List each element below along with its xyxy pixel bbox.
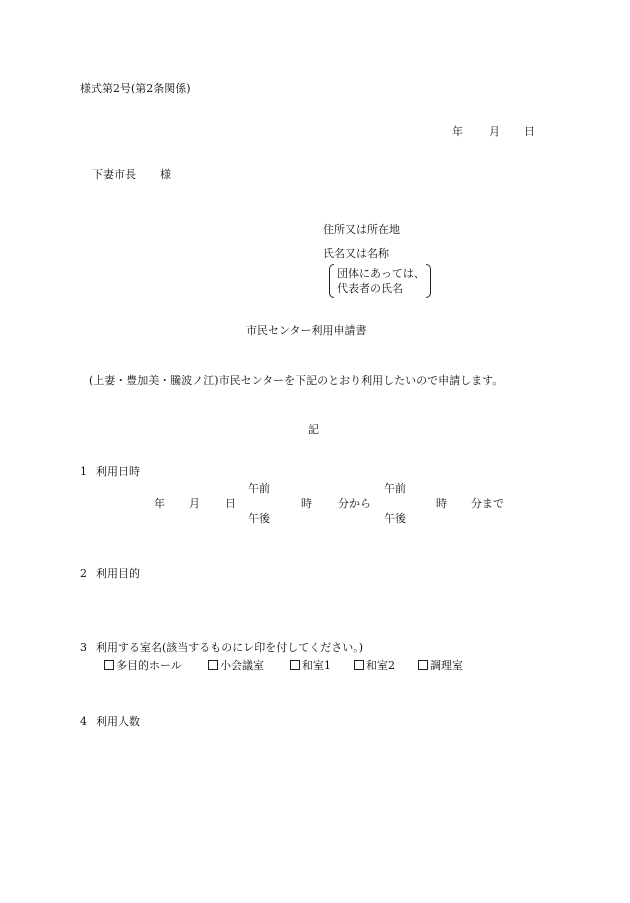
name-label: 氏名又は名称 [323,247,389,260]
pm-label-end: 午後 [384,512,406,525]
room-option-washitsu-2[interactable] [354,660,395,671]
room-option-small-meeting[interactable] [208,660,264,671]
document-title: 市民センター利用申請書 [246,324,367,337]
section2-number: 2 [80,567,87,580]
checkbox-icon[interactable] [354,660,364,670]
representative-line1: 団体にあっては、 [337,267,425,280]
am-label-end: 午前 [384,482,406,495]
address-label: 住所又は所在地 [323,223,400,236]
mayor-label: 下妻市長 [92,168,136,181]
ki-label: 記 [308,423,319,436]
representative-bracket [329,264,431,298]
room-option-washitsu-1[interactable] [290,660,331,671]
pm-label-start: 午後 [248,512,270,525]
hour-label-end: 時 [436,497,447,510]
bracket-left [329,264,334,298]
form-number: 様式第2号(第2条関係) [80,82,191,95]
from-label: 分から [338,497,371,510]
room-option-hall[interactable] [104,660,182,671]
room-option-cooking[interactable] [418,660,463,671]
until-label: 分まで [471,497,504,510]
section1-label: 利用日時 [96,465,140,478]
hour-label-start: 時 [301,497,312,510]
room-label-washitsu-2: 和室2 [366,659,395,672]
month-label: 月 [189,497,200,510]
room-label-washitsu-1: 和室1 [302,659,331,672]
checkbox-icon[interactable] [208,660,218,670]
checkbox-icon[interactable] [418,660,428,670]
room-label-hall: 多目的ホール [116,659,182,672]
room-label-cooking: 調理室 [430,659,463,672]
room-label-small-meeting: 小会議室 [220,659,264,672]
section1-number: 1 [80,465,87,478]
section2-label: 利用目的 [96,567,140,580]
section4-label: 利用人数 [96,715,140,728]
date-month-label: 月 [489,125,500,138]
checkbox-icon[interactable] [104,660,114,670]
checkbox-icon[interactable] [290,660,300,670]
year-label: 年 [154,497,165,510]
section3-number: 3 [80,641,87,654]
representative-line2: 代表者の氏名 [337,282,403,295]
date-day-label: 日 [524,125,535,138]
bracket-right [426,264,431,298]
date-year-label: 年 [452,125,463,138]
am-label-start: 午前 [248,482,270,495]
section4-number: 4 [80,715,87,728]
section3-label: 利用する室名(該当するものにレ印を付してください。) [96,641,364,654]
body-text: (上妻・豊加美・騰波ノ江)市民センターを下記のとおり利用したいので申請します。 [89,374,504,387]
honorific-label: 様 [160,168,171,181]
day-label: 日 [225,497,236,510]
